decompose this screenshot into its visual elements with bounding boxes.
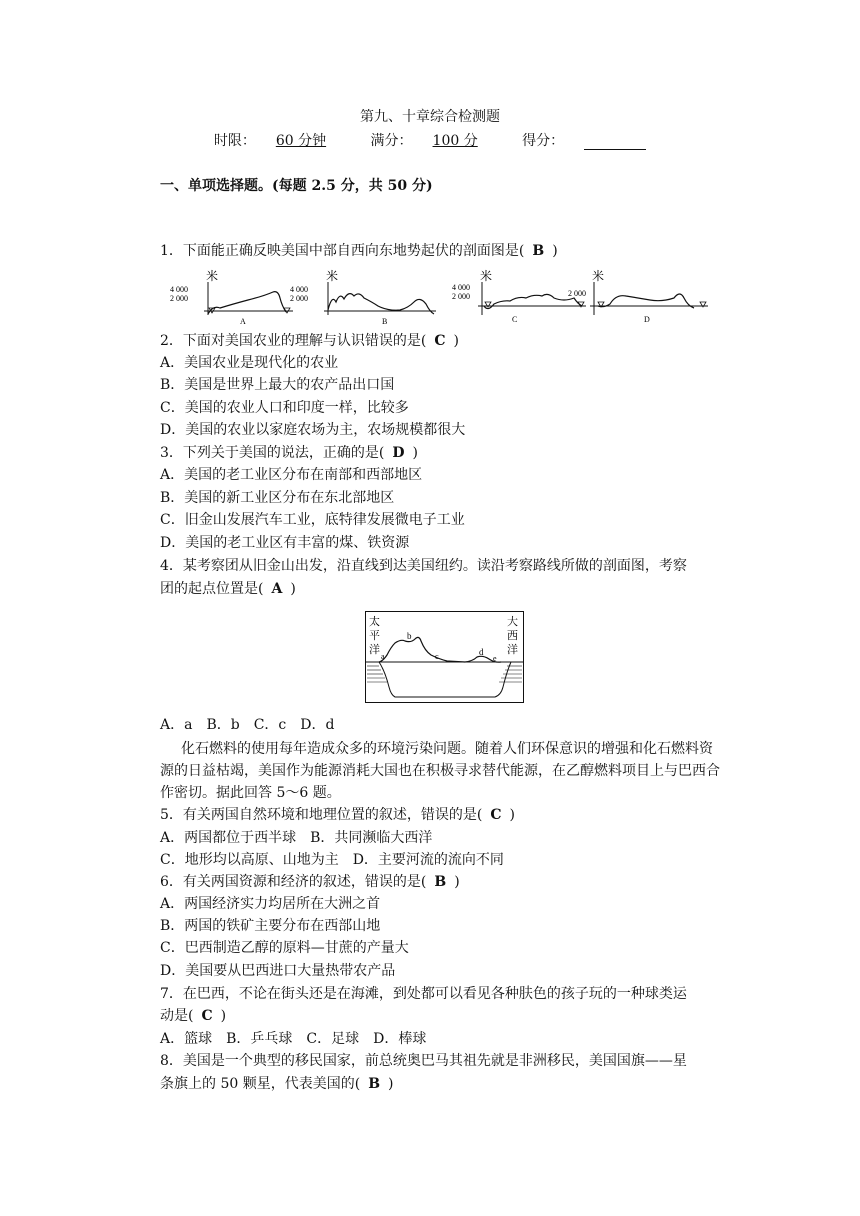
question-2 <box>160 331 459 351</box>
q7-answer: C <box>201 1008 213 1024</box>
q4-atlantic-1: 大 <box>507 616 518 628</box>
q5-options-ab: A．两国都位于西半球 B．共同濒临大西洋 <box>160 830 433 846</box>
question-6 <box>160 872 460 892</box>
q1-figure-d <box>568 268 708 324</box>
q8-stem-line-1: 8．美国是一个典型的移民国家，前总统奥巴马其祖先就是非洲移民，美国国旗——星 <box>160 1053 687 1069</box>
q1-close: ) <box>552 243 558 259</box>
q2-stem: 2．下面对美国农业的理解与认识错误的是( <box>160 333 427 349</box>
exam-meta <box>0 130 860 150</box>
q4-point-a: a <box>381 652 385 661</box>
q7-close: ) <box>220 1008 227 1024</box>
q6-option-d: D．美国要从巴西进口大量热带农产品 <box>160 963 396 979</box>
q4-stem-line-1: 4．某考察团从旧金山出发，沿直线到达美国纽约。读沿考察路线所做的剖面图，考察 <box>160 558 687 574</box>
time-label: 时限： <box>213 133 256 149</box>
q1-c-unit: 米 <box>480 269 493 283</box>
score-value: 100 分 <box>432 133 478 149</box>
q1-b-unit: 米 <box>326 269 339 283</box>
q1-d-unit: 米 <box>592 269 605 283</box>
score-label: 满分： <box>370 133 413 149</box>
q4-point-c: c <box>435 652 439 661</box>
q1-a-unit: 米 <box>206 269 219 283</box>
q1-d-label: D <box>644 315 650 324</box>
q3-answer: D <box>392 445 405 461</box>
q2-option-d: D．美国的农业以家庭农场为主，农场规模都很大 <box>160 422 466 438</box>
passage-line-1: 化石燃料的使用每年造成众多的环境污染问题。随着人们环保意识的增强和化石燃料资 <box>181 741 713 757</box>
q1-a-tick-2: 2 000 <box>170 294 188 303</box>
q7-stem-line-1: 7．在巴西，不论在街头还是在海滩，到处都可以看见各种肤色的孩子玩的一种球类运 <box>160 986 687 1002</box>
q6-option-a: A．两国经济实力均居所在大洲之首 <box>160 896 381 912</box>
question-3 <box>160 443 418 463</box>
q1-b-tick-1: 4 000 <box>290 285 308 294</box>
q4-close: ) <box>290 581 296 597</box>
q1-c-tick-2: 2 000 <box>452 292 470 301</box>
q1-a-label: A <box>240 317 246 326</box>
time-limit <box>204 133 336 149</box>
q8-answer: B <box>368 1076 381 1092</box>
q3-option-d: D．美国的老工业区有丰富的煤、铁资源 <box>160 535 410 551</box>
q2-close: ) <box>453 333 459 349</box>
question-5 <box>160 805 515 825</box>
q7-options: A．篮球 B．乒乓球 C．足球 D．棒球 <box>160 1031 427 1047</box>
q1-b-label: B <box>382 317 388 326</box>
q3-option-c: C．旧金山发展汽车工业，底特律发展微电子工业 <box>160 512 465 528</box>
q8-stem-line-2: 条旗上的 50 颗星，代表美国的( <box>160 1076 361 1092</box>
q4-point-b: b <box>407 631 412 641</box>
obtained-score <box>512 133 656 149</box>
q5-stem: 5．有关两国自然环境和地理位置的叙述，错误的是( <box>160 807 483 823</box>
q4-pacific-1: 太 <box>369 616 380 628</box>
q3-stem: 3．下列关于美国的说法，正确的是( <box>160 445 385 461</box>
q1-a-tick-1: 4 000 <box>170 285 188 294</box>
question-8 <box>160 1074 394 1094</box>
page-title: 第九、十章综合检测题 <box>360 109 500 125</box>
section-heading: 一、单项选择题。(每题 2.5 分，共 50 分) <box>160 178 433 194</box>
q3-close: ) <box>412 445 418 461</box>
q5-options-cd: C．地形均以高原、山地为主 D．主要河流的流向不同 <box>160 852 504 868</box>
q1-figure-b <box>290 268 436 326</box>
got-label: 得分： <box>522 133 565 149</box>
passage-line-2: 源的日益枯竭，美国作为能源消耗大国也在积极寻求替代能源，在乙醇燃料项目上与巴西合 <box>160 763 720 779</box>
full-score <box>361 133 488 149</box>
q1-b-tick-2: 2 000 <box>290 294 308 303</box>
q1-profile-figures <box>168 268 728 328</box>
q4-answer: A <box>271 581 283 597</box>
question-4 <box>160 579 296 599</box>
q3-option-b: B．美国的新工业区分布在东北部地区 <box>160 490 395 506</box>
q1-c-tick-1: 4 000 <box>452 283 470 292</box>
q1-d-tick-1: 2 000 <box>568 289 586 298</box>
q4-pacific-3: 洋 <box>369 644 380 656</box>
q6-option-b: B．两国的铁矿主要分布在西部山地 <box>160 918 381 934</box>
question-1 <box>160 241 558 261</box>
q7-stem-line-2: 动是( <box>160 1008 194 1024</box>
q4-point-e: e <box>493 654 497 663</box>
q6-answer: B <box>434 874 447 890</box>
q2-option-a: A．美国农业是现代化的农业 <box>160 355 339 371</box>
q1-answer: B <box>532 243 545 259</box>
q2-option-b: B．美国是世界上最大的农产品出口国 <box>160 377 395 393</box>
q1-figure-c <box>452 268 586 324</box>
q4-atlantic-2: 西 <box>507 630 518 642</box>
q4-stem-line-2: 团的起点位置是( <box>160 581 264 597</box>
q6-close: ) <box>454 874 460 890</box>
time-value: 60 分钟 <box>275 133 327 149</box>
q4-atlantic-3: 洋 <box>507 644 518 656</box>
q8-close: ) <box>388 1076 394 1092</box>
passage-line-3: 作密切。据此回答 5～6 题。 <box>160 785 341 801</box>
q5-close: ) <box>509 807 515 823</box>
q3-option-a: A．美国的老工业区分布在南部和西部地区 <box>160 467 423 483</box>
q1-stem: 1．下面能正确反映美国中部自西向东地势起伏的剖面图是( <box>160 243 525 259</box>
q1-figure-a <box>170 268 293 326</box>
q6-option-c: C．巴西制造乙醇的原料—甘蔗的产量大 <box>160 940 409 956</box>
q2-option-c: C．美国的农业人口和印度一样，比较多 <box>160 400 409 416</box>
q4-pacific-2: 平 <box>369 630 380 642</box>
q4-options: A．a B．b C．c D．d <box>160 717 335 733</box>
q6-stem: 6．有关两国资源和经济的叙述，错误的是( <box>160 874 427 890</box>
score-blank <box>584 135 646 150</box>
q1-c-label: C <box>512 315 518 324</box>
question-7 <box>160 1006 226 1026</box>
q2-answer: C <box>434 333 446 349</box>
q4-profile-figure <box>365 611 524 703</box>
q4-point-d: d <box>479 647 484 657</box>
q5-answer: C <box>490 807 502 823</box>
